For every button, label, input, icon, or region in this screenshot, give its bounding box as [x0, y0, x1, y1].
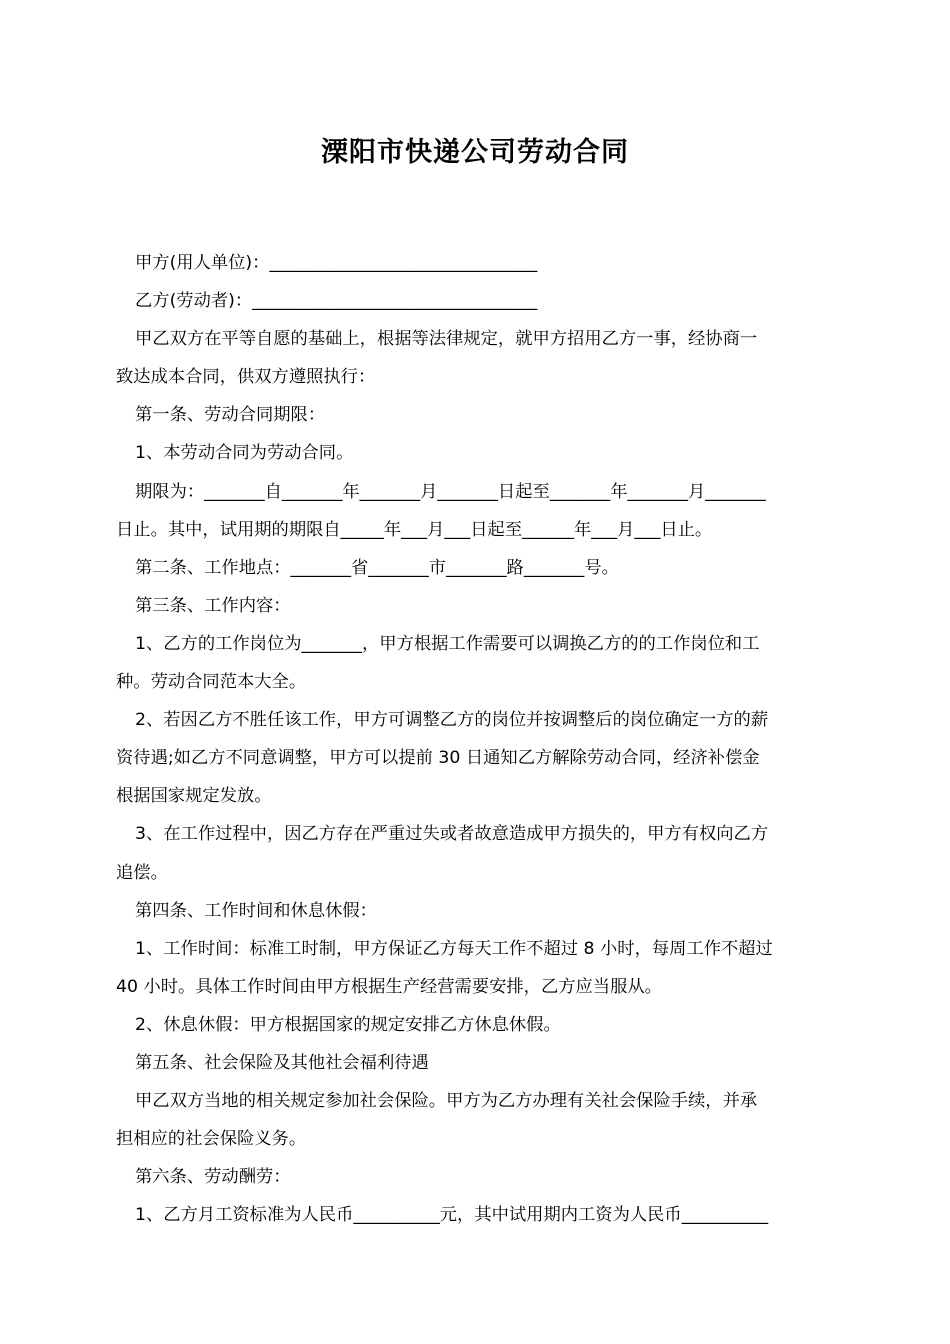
article-heading: 第五条、社会保险及其他社会福利待遇 — [135, 1052, 429, 1073]
paragraph-line: 1、乙方月工资标准为人民币__________元，其中试用期内工资为人民币__________ — [135, 1205, 769, 1226]
document-body — [116, 244, 836, 1234]
paragraph-line: 致达成本合同，供双方遵照执行： — [116, 367, 376, 388]
paragraph-line: 2、若因乙方不胜任该工作，甲方可调整乙方的岗位并按调整后的岗位确定一方的薪 — [135, 710, 769, 731]
paragraph-line: 期限为：_______自_______年_______月_______日起至_______年_______月_______ — [135, 481, 766, 502]
paragraph-line: 甲乙双方在平等自愿的基础上，根据等法律规定，就甲方招用乙方一事，经协商一 — [135, 329, 758, 350]
paragraph-line: 担相应的社会保险义务。 — [116, 1129, 307, 1150]
article-heading: 第六条、劳动酬劳： — [135, 1167, 291, 1188]
paragraph-line: 根据国家规定发放。 — [116, 786, 272, 807]
paragraph-line: 日止。其中，试用期的期限自_____年___月___日起至______年___月___日止。 — [116, 519, 713, 540]
article-heading: 第二条、工作地点：_______省_______市_______路_______号。 — [135, 557, 619, 578]
paragraph-line: 资待遇;如乙方不同意调整，甲方可以提前 30 日通知乙方解除劳动合同，经济补偿金 — [116, 748, 760, 769]
paragraph-line: 1、本劳动合同为劳动合同。 — [135, 443, 354, 464]
paragraph-line: 追偿。 — [116, 862, 168, 883]
article-heading: 第四条、工作时间和休息休假： — [135, 900, 377, 921]
party-b-line: 乙方(劳动者)：_________________________________ — [135, 291, 538, 312]
paragraph-line: 1、工作时间：标准工时制，甲方保证乙方每天工作不超过 8 小时，每周工作不超过 — [135, 938, 773, 959]
document-title: 溧阳市快递公司劳动合同 — [321, 137, 629, 168]
article-heading: 第一条、劳动合同期限： — [135, 405, 326, 426]
paragraph-line: 1、乙方的工作岗位为_______，甲方根据工作需要可以调换乙方的的工作岗位和工 — [135, 633, 760, 654]
paragraph-line: 种。劳动合同范本大全。 — [116, 672, 307, 693]
paragraph-line: 3、在工作过程中，因乙方存在严重过失或者故意造成甲方损失的，甲方有权向乙方 — [135, 824, 769, 845]
paragraph-line: 甲乙双方当地的相关规定参加社会保险。甲方为乙方办理有关社会保险手续，并承 — [135, 1091, 758, 1112]
article-heading: 第三条、工作内容： — [135, 595, 291, 616]
paragraph-line: 40 小时。具体工作时间由甲方根据生产经营需要安排，乙方应当服从。 — [116, 976, 662, 997]
paragraph-line: 2、休息休假：甲方根据国家的规定安排乙方休息休假。 — [135, 1014, 561, 1035]
party-a-line: 甲方(用人单位)：_______________________________ — [135, 253, 538, 273]
